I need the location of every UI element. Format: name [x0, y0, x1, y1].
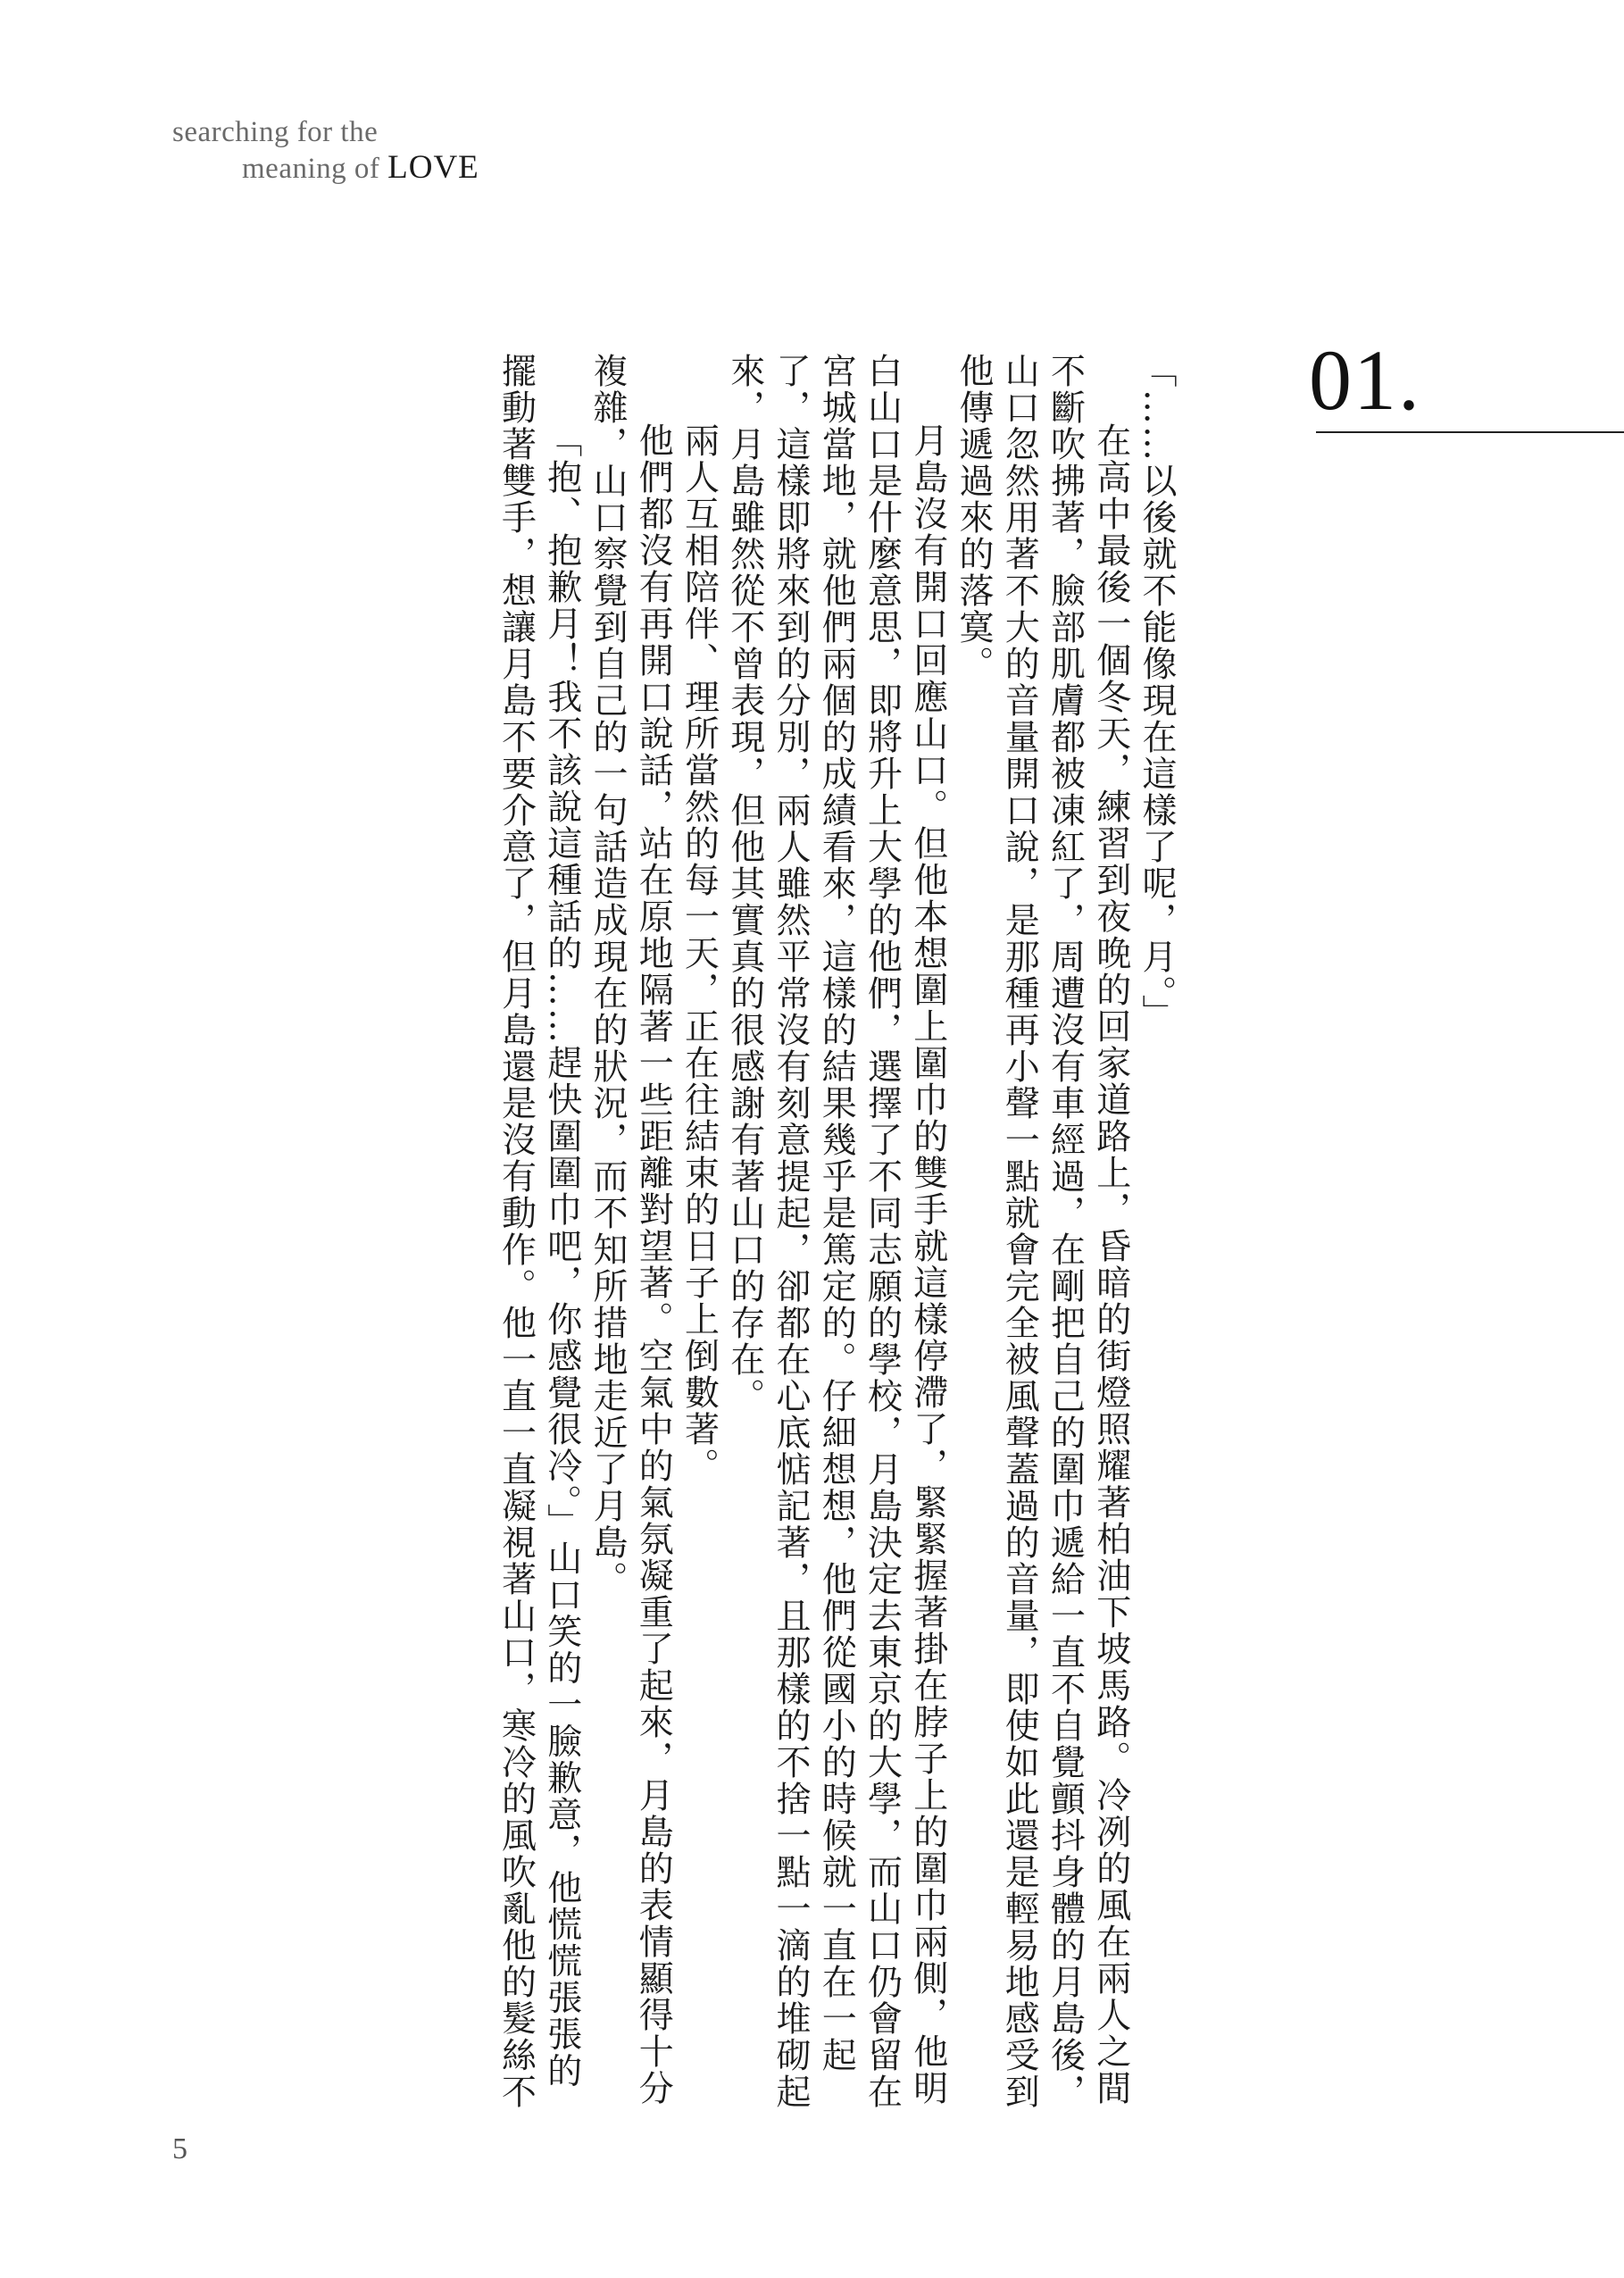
paragraph-4: 兩人互相陪伴、理所當然的每一天，正在往結束的日子上倒數著。: [679, 422, 720, 1484]
body-text: [493, 353, 1179, 2121]
chapter-number: 01.: [1309, 332, 1421, 428]
running-head-line-2: [172, 150, 479, 187]
running-head: [172, 114, 479, 187]
paragraph-1: 「……以後就不能像現在這樣了呢，月。」: [1137, 353, 1177, 1031]
paragraph-5: 他們都沒有再開口說話，站在原地隔著一些距離對望著。空氣中的氣氛凝重了起來，月島的表情顯得十分複雜，山口察覺到自己的一句話造成現在的狀況，而不知所措地走近了月島。: [587, 353, 674, 2107]
running-head-emphasis: LOVE: [387, 149, 479, 186]
page-number: 5: [172, 2132, 187, 2165]
chapter-rule: [1316, 431, 1624, 433]
paragraph-6: 「抱、抱歉月！我不該說這種話的……趕快圍圍巾吧，你感覺很冷。」山口笑的一臉歉意，他慌慌張張的擺動著雙手，想讓月島不要介意了，但月島還是沒有動作。他一直一直凝視著山口，寒冷的風吹亂他的髮絲不: [496, 353, 582, 2110]
paragraph-3: 月島沒有開口回應山口。但他本想圍上圍巾的雙手就這樣停滯了，緊緊握著掛在脖子上的圍巾兩側，他明白山口是什麼意思，即將升上大學的他們，選擇了不同志願的學校，月島決定去東京的大學，而山口仍會留在宮城當地，就他們兩個的成績看來，這樣的結果幾乎是篤定的。仔細想想，他們從國小的時候就一直在一起了，這樣即將來到的分別，兩人雖然平常沒有刻意提起，卻都在心底惦記著，且那樣的不捨一點一滴的堆砌起來，月島雖然從不曾表現，但他其實真的很感謝有著山口的存在。: [724, 353, 948, 2110]
running-head-line-2-prefix: meaning of: [242, 153, 388, 185]
running-head-line-1: searching for the: [172, 116, 379, 148]
paragraph-2: 在高中最後一個冬天，練習到夜晚的回家道路上，昏暗的街燈照耀著柏油下坡馬路。冷冽的風在兩人之間不斷吹拂著，臉部肌膚都被凍紅了，周遭沒有車經過，在剛把自己的圍巾遞給一直不自覺顫抖身體的月島後，山口忽然用著不大的音量開口說，是那種再小聲一點就會完全被風聲蓋過的音量，即使如此還是輕易地感受到他傳遞過來的落寞。: [954, 353, 1131, 2110]
